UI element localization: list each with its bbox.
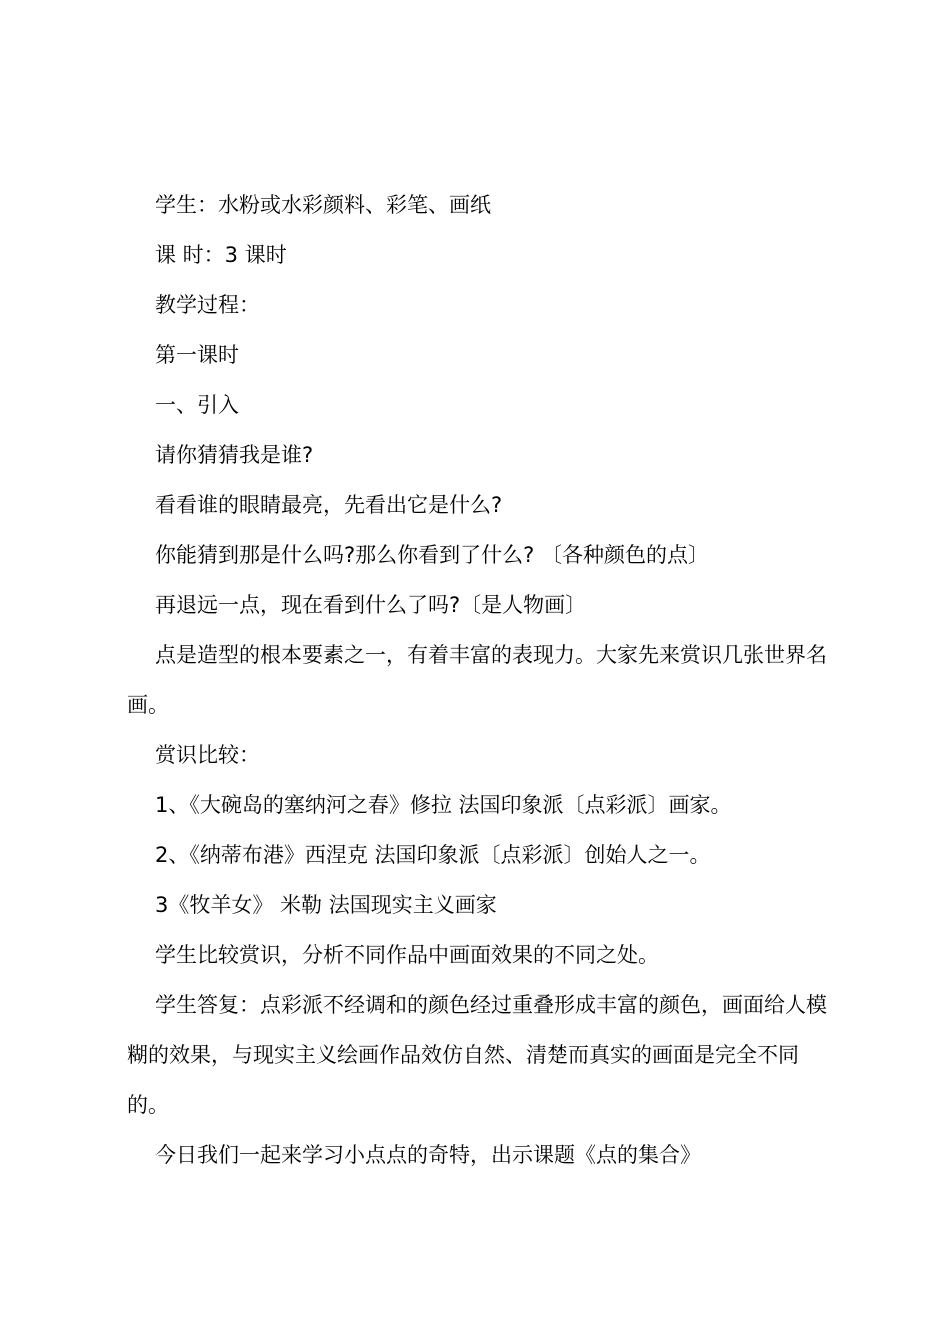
paragraph-student-answer: 学生答复：点彩派不经调和的颜色经过重叠形成丰富的颜色，画面给人模糊的效果，与现实主义绘画作品效仿自然、清楚而真实的画面是完全不同的。 xyxy=(127,993,827,1117)
materials-line: 学生：水粉或水彩颜料、彩笔、画纸 xyxy=(155,193,491,217)
paragraph-guess: 请你猜猜我是谁? xyxy=(155,443,314,467)
artwork-item-2: 2、《纳蒂布港》西涅克 法国印象派〔点彩派〕创始人之一。 xyxy=(155,843,711,867)
class-hours-line: 课 时：3 课时 xyxy=(155,243,287,267)
paragraph-what-see: 你能猜到那是什么吗?那么你看到了什么? 〔各种颜色的点〕 xyxy=(155,543,709,567)
introduction-heading: 一、引入 xyxy=(155,393,239,417)
artwork-item-1: 1、《大碗岛的塞纳河之春》修拉 法国印象派〔点彩派〕画家。 xyxy=(155,793,732,817)
appreciation-heading: 赏识比较： xyxy=(155,743,260,767)
document-body xyxy=(127,180,837,1180)
first-lesson-heading: 第一课时 xyxy=(155,343,239,367)
artwork-item-3: 3《牧羊女》 米勒 法国现实主义画家 xyxy=(155,893,497,917)
teaching-process-heading: 教学过程： xyxy=(155,293,260,317)
paragraph-look: 看看谁的眼睛最亮，先看出它是什么? xyxy=(155,493,503,517)
paragraph-dot-element: 点是造型的根本要素之一，有着丰富的表现力。大家先来赏识几张世界名画。 xyxy=(127,643,827,717)
paragraph-step-back: 再退远一点，现在看到什么了吗?〔是人物画〕 xyxy=(155,593,587,617)
paragraph-lesson-topic: 今日我们一起来学习小点点的奇特，出示课题《点的集合》 xyxy=(155,1143,701,1167)
paragraph-compare: 学生比较赏识，分析不同作品中画面效果的不同之处。 xyxy=(155,943,659,967)
